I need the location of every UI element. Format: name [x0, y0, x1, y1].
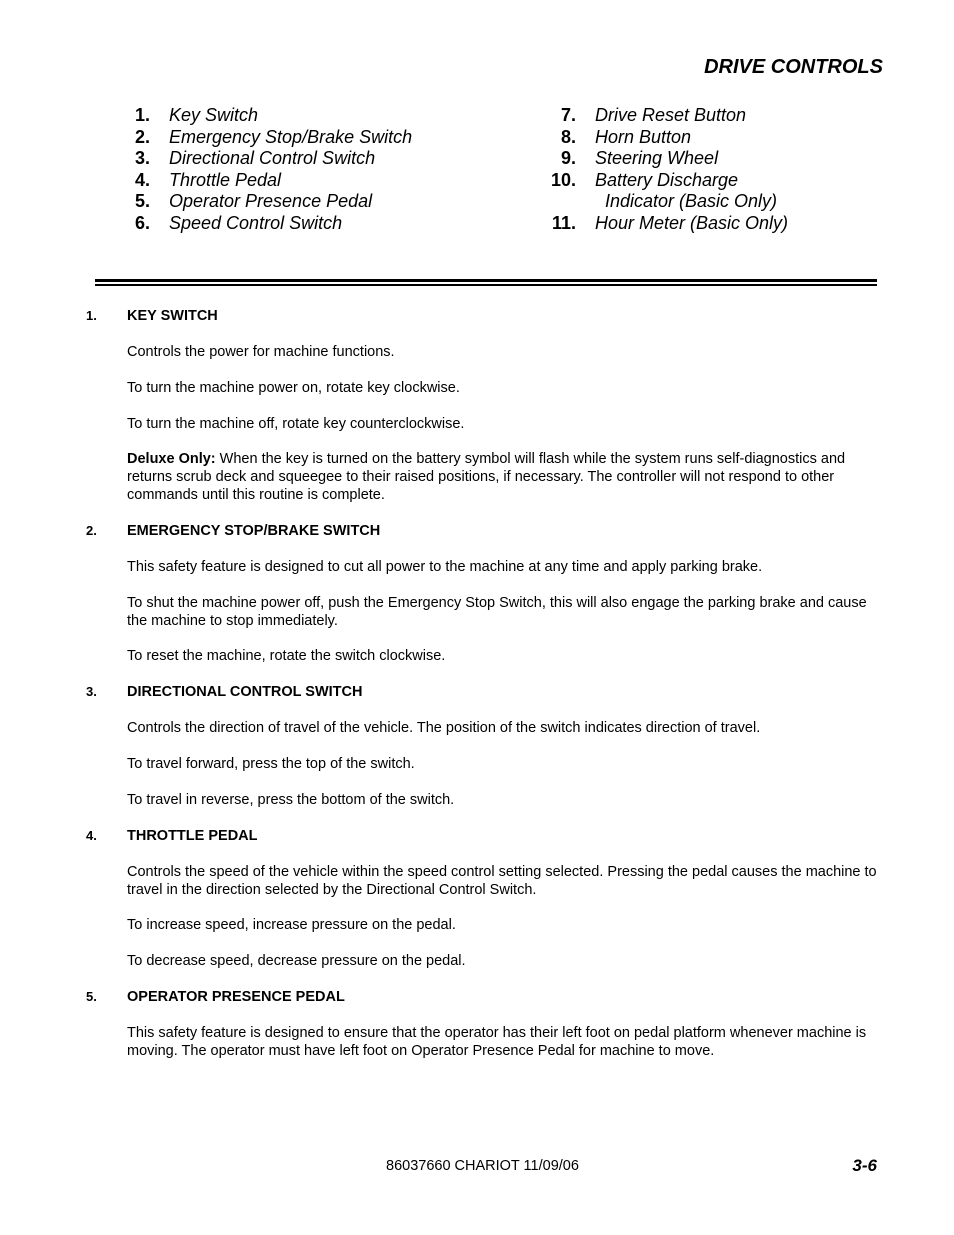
toc-item-continuation: Indicator (Basic Only) [605, 191, 778, 211]
paragraph: To travel in reverse, press the bottom of the switch. [127, 792, 455, 808]
deluxe-label: Deluxe Only: [127, 451, 216, 467]
footer-document-id: 86037660 CHARIOT 11/09/06 [386, 1158, 579, 1174]
toc-item: 8. Horn Button [560, 126, 692, 147]
toc-item: 10. Battery Discharge [550, 169, 739, 190]
toc-item: 6. Speed Control Switch [134, 212, 343, 233]
paragraph: To turn the machine off, rotate key counterclockwise. [127, 416, 465, 432]
toc-item: 5. Operator Presence Pedal [134, 191, 373, 211]
toc-item: 9. Steering Wheel [560, 148, 719, 168]
paragraph: This safety feature is designed to ensure that the operator has their left foot on pedal platform whenever machine is moving. The operator must have left foot on Operator Presence Pedal for machine to move. [127, 1025, 867, 1059]
paragraph: To increase speed, increase pressure on the pedal. [127, 917, 456, 933]
paragraph: To reset the machine, rotate the switch clockwise. [127, 648, 446, 664]
paragraph: To shut the machine power off, push the Emergency Stop Switch, this will also engage the parking brake and cause the machine to stop immediately. [127, 595, 867, 629]
paragraph: This safety feature is designed to cut all power to the machine at any time and apply parking brake. [127, 559, 763, 575]
divider-thick [95, 279, 877, 282]
page-number: 3-6 [852, 1156, 877, 1175]
paragraph: Controls the power for machine functions. [127, 344, 395, 360]
paragraph: Controls the direction of travel of the vehicle. The position of the switch indicates direction of travel. [127, 720, 761, 736]
toc-right-column [538, 105, 788, 234]
page-title: DRIVE CONTROLS [704, 56, 883, 78]
toc-item: 3. Directional Control Switch [134, 148, 376, 168]
paragraph: To decrease speed, decrease pressure on the pedal. [127, 953, 466, 969]
divider-thin [95, 284, 877, 286]
toc-item: 7. Drive Reset Button [560, 105, 747, 125]
toc-item: 1. Key Switch [134, 105, 259, 125]
toc-left-column [112, 105, 412, 234]
toc-item: 11. Hour Meter (Basic Only) [551, 212, 789, 233]
paragraph: To travel forward, press the top of the switch. [127, 756, 415, 772]
toc-item: 2. Emergency Stop/Brake Switch [134, 126, 413, 147]
toc-item: 4. Throttle Pedal [134, 169, 282, 190]
paragraph: Deluxe Only: When the key is turned on the battery symbol will flash while the system runs self-diagnostics and returns scrub deck and squeegee to their raised positions, if necessary. The controller will not respond to other commands until this routine is complete. [127, 451, 846, 503]
paragraph: To turn the machine power on, rotate key clockwise. [127, 380, 460, 396]
paragraph: Controls the speed of the vehicle within the speed control setting selected. Pressing the pedal causes the machine to travel in the direction selected by the Directional Control Switch. [127, 864, 877, 898]
